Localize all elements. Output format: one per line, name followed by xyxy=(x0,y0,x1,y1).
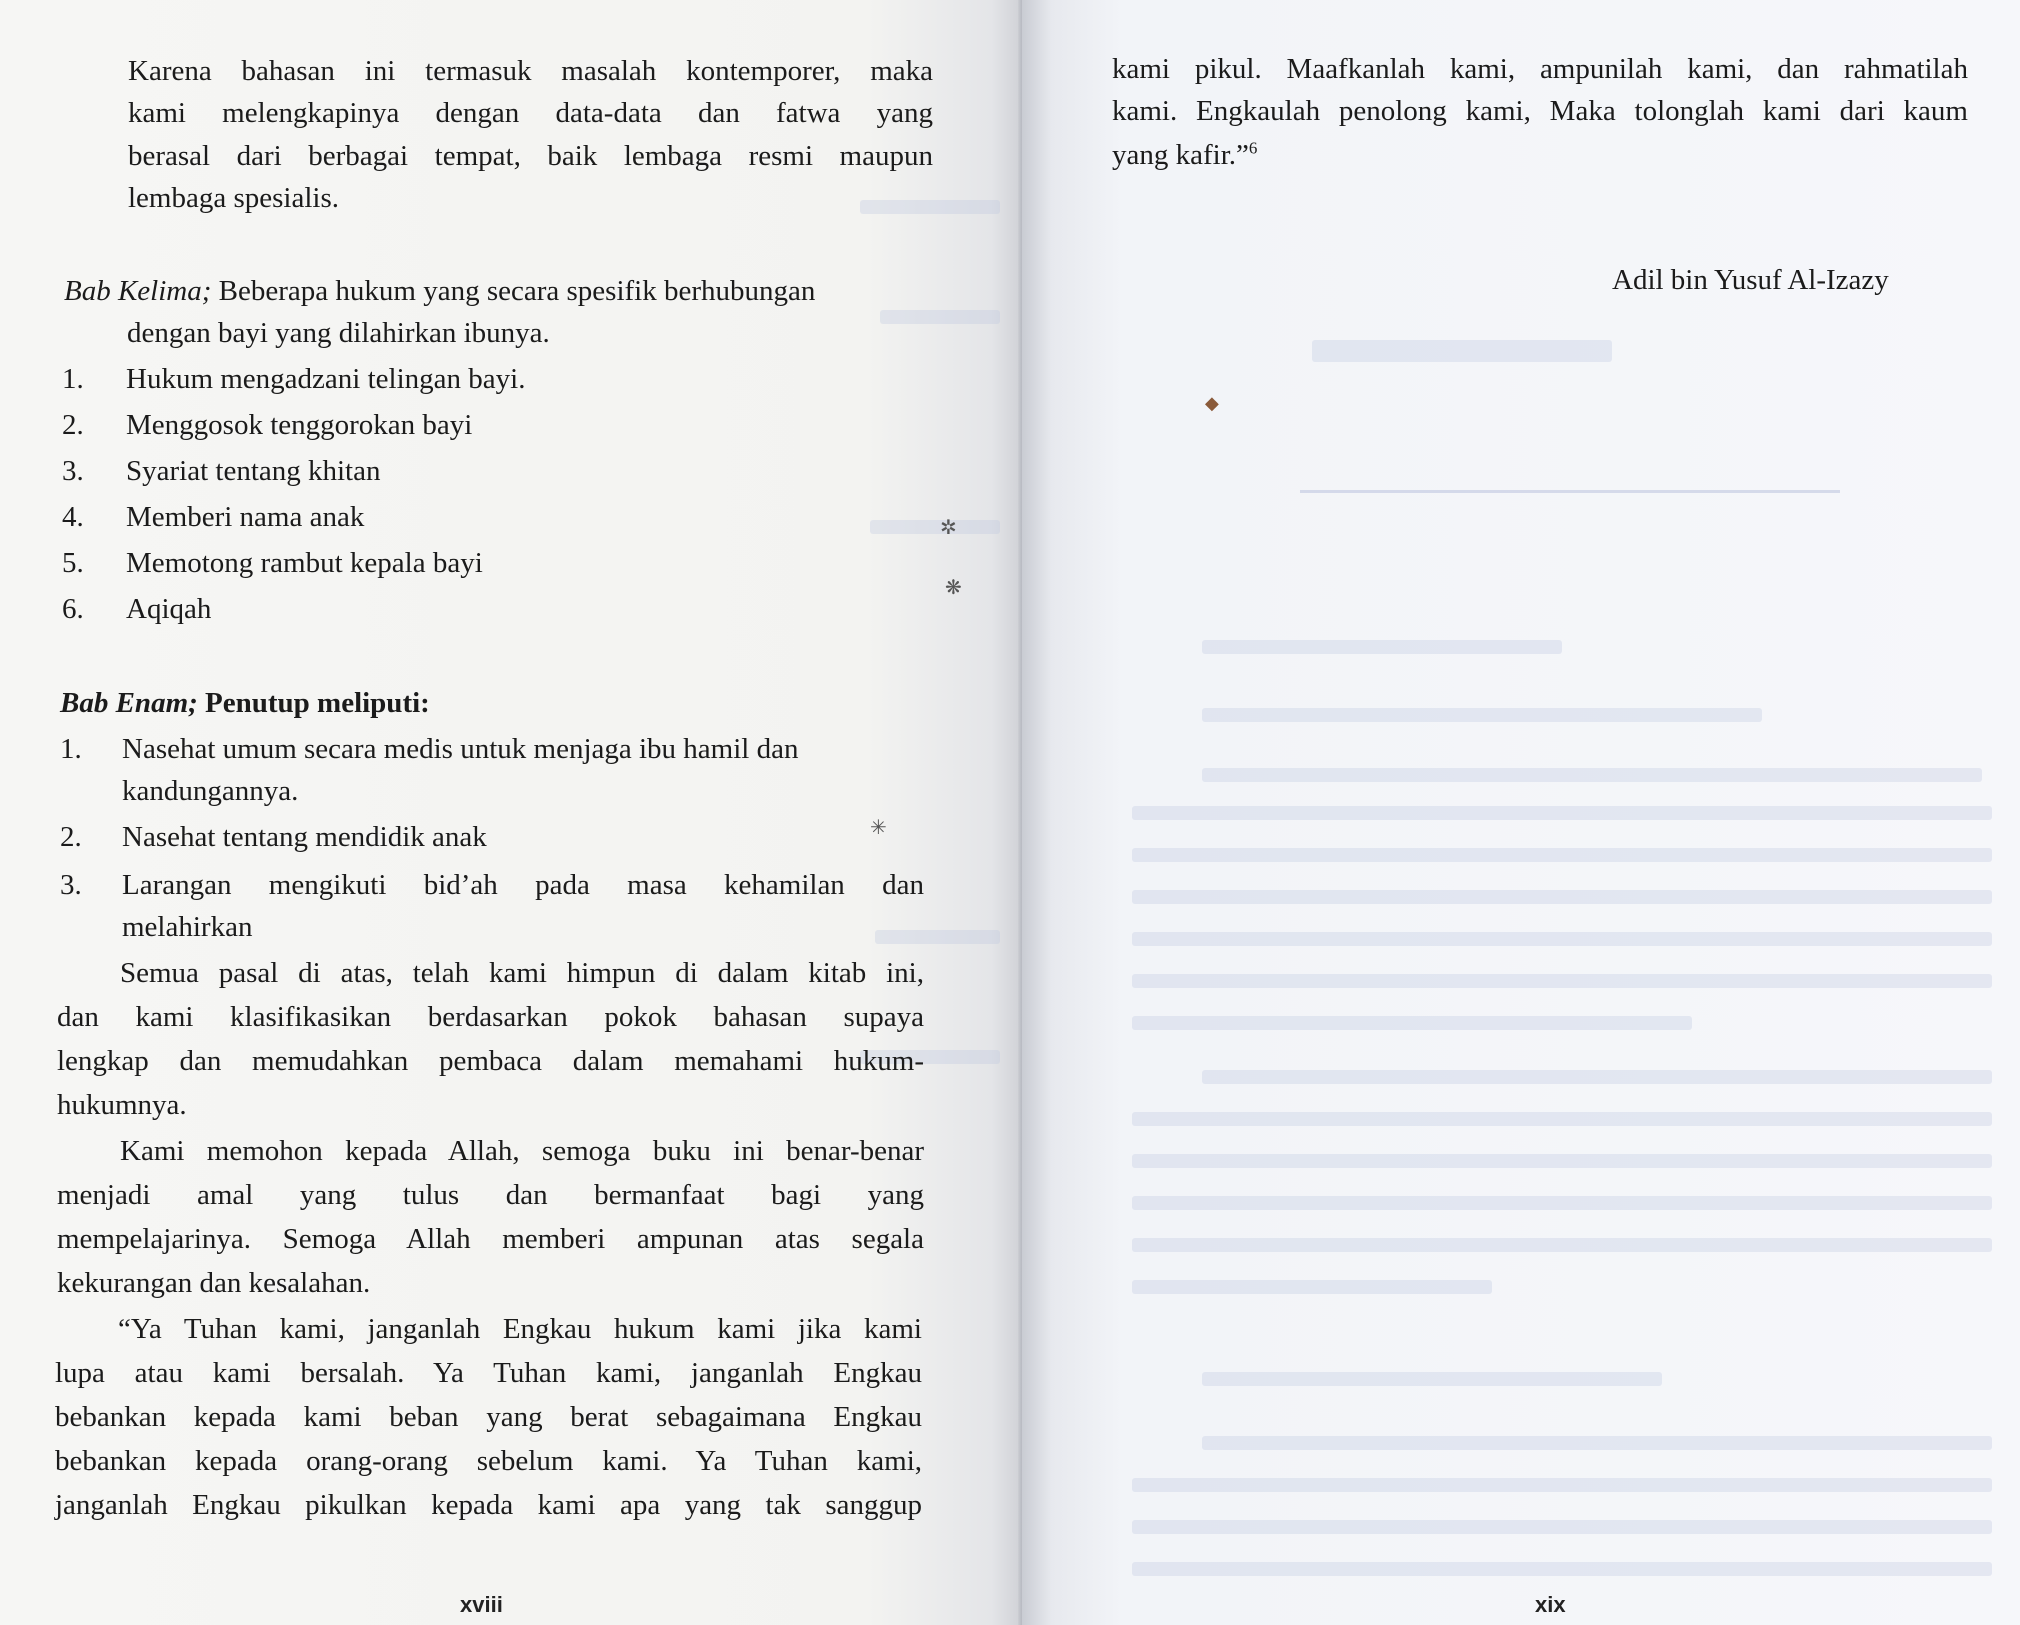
bleed-through xyxy=(1132,1520,1992,1534)
list-number: 1. xyxy=(62,363,84,395)
paragraph-line: hukumnya. xyxy=(57,1089,187,1121)
paragraph-line: dan kami klasifikasikan berdasarkan pokok bahasan supaya xyxy=(57,1001,924,1033)
ink-speck: ◆ xyxy=(1205,393,1219,413)
ink-speck: ❋ xyxy=(945,577,962,599)
bleed-through xyxy=(1300,420,1840,493)
bab-kelima-text: Beberapa hukum yang secara spesifik berhubungan xyxy=(211,275,816,307)
bleed-through xyxy=(1132,1112,1992,1126)
intro-line: berasal dari berbagai tempat, baik lembaga resmi maupun xyxy=(128,140,933,172)
author-signature: Adil bin Yusuf Al-Izazy xyxy=(1612,264,1889,296)
ink-speck: ✳ xyxy=(870,817,887,839)
list-number: 3. xyxy=(62,455,84,487)
list-item: Memotong rambut kepala bayi xyxy=(126,547,483,579)
bleed-through xyxy=(1132,1016,1692,1030)
bab-kelima-label: Bab Kelima; xyxy=(64,275,212,307)
paragraph-line: bebankan kepada orang-orang sebelum kami. Ya Tuhan kami, xyxy=(55,1445,922,1477)
bab-kelima-heading xyxy=(64,270,934,312)
bleed-through xyxy=(1132,1562,1992,1576)
paragraph-line: bebankan kepada kami beban yang berat sebagaimana Engkau xyxy=(55,1401,922,1433)
paragraph-line: menjadi amal yang tulus dan bermanfaat bagi yang xyxy=(57,1179,924,1211)
list-item: Nasehat umum secara medis untuk menjaga ibu hamil dan xyxy=(122,733,799,765)
list-item-cont: kandungannya. xyxy=(122,775,299,807)
intro-line: Karena bahasan ini termasuk masalah kontemporer, maka xyxy=(128,55,933,87)
paragraph-line: kami pikul. Maafkanlah kami, ampunilah kami, dan rahmatilah xyxy=(1112,53,1968,85)
bleed-through xyxy=(1202,708,1762,722)
bleed-through xyxy=(1132,890,1992,904)
paragraph-line: Semua pasal di atas, telah kami himpun di dalam kitab ini, xyxy=(120,957,924,989)
list-item: Nasehat tentang mendidik anak xyxy=(122,821,487,853)
bleed-through xyxy=(1312,340,1612,362)
bab-enam-text: Penutup meliputi: xyxy=(197,687,430,719)
paragraph-line: janganlah Engkau pikulkan kepada kami apa yang tak sanggup xyxy=(55,1489,922,1521)
list-number: 5. xyxy=(62,547,84,579)
bleed-through xyxy=(1132,806,1992,820)
list-item: Memberi nama anak xyxy=(126,501,365,533)
intro-line: kami melengkapinya dengan data-data dan fatwa yang xyxy=(128,97,933,129)
list-item-cont: melahirkan xyxy=(122,911,253,943)
paragraph-line: mempelajarinya. Semoga Allah memberi ampunan atas segala xyxy=(57,1223,924,1255)
paragraph-line: kekurangan dan kesalahan. xyxy=(57,1267,371,1299)
bleed-through xyxy=(870,520,1000,534)
bleed-through xyxy=(1202,1372,1662,1386)
paragraph-line: Kami memohon kepada Allah, semoga buku ini benar-benar xyxy=(120,1135,924,1167)
bleed-through xyxy=(1202,1070,1992,1084)
paragraph-line: kami. Engkaulah penolong kami, Maka tolonglah kami dari kaum xyxy=(1112,95,1968,127)
list-number: 2. xyxy=(62,409,84,441)
list-item: Aqiqah xyxy=(126,593,212,625)
bleed-through xyxy=(860,200,1000,214)
right-page xyxy=(1022,0,2020,1625)
paragraph-line-last xyxy=(1112,134,1257,176)
list-item: Hukum mengadzani telingan bayi. xyxy=(126,363,526,395)
bab-kelima-text-cont: dengan bayi yang dilahirkan ibunya. xyxy=(127,317,550,349)
list-number: 6. xyxy=(62,593,84,625)
bleed-through xyxy=(1202,768,1982,782)
intro-line: lembaga spesialis. xyxy=(128,182,340,214)
list-number: 1. xyxy=(60,733,82,765)
page-number-right: xix xyxy=(1535,1592,1566,1617)
ink-speck: ✲ xyxy=(940,517,957,539)
bleed-through xyxy=(1132,1280,1492,1294)
list-number: 3. xyxy=(60,869,82,901)
list-item: Larangan mengikuti bid’ah pada masa kehamilan dan xyxy=(122,869,924,901)
bleed-through xyxy=(1132,1478,1992,1492)
paragraph-line: lupa atau kami bersalah. Ya Tuhan kami, janganlah Engkau xyxy=(55,1357,922,1389)
bab-enam-heading xyxy=(60,682,430,724)
list-item: Syariat tentang khitan xyxy=(126,455,381,487)
bleed-through xyxy=(1202,640,1562,654)
list-item: Menggosok tenggorokan bayi xyxy=(126,409,473,441)
bleed-through xyxy=(1132,1238,1992,1252)
bleed-through xyxy=(1132,1154,1992,1168)
bleed-through xyxy=(1132,848,1992,862)
bleed-through xyxy=(1132,1196,1992,1210)
bleed-through xyxy=(1202,1436,1992,1450)
page-number-left: xviii xyxy=(460,1592,503,1617)
bleed-through xyxy=(1132,932,1992,946)
bleed-through xyxy=(1132,974,1992,988)
paragraph-line: “Ya Tuhan kami, janganlah Engkau hukum kami jika kami xyxy=(118,1313,922,1345)
list-number: 2. xyxy=(60,821,82,853)
paragraph-line: yang kafir.” xyxy=(1112,139,1249,171)
paragraph-line: lengkap dan memudahkan pembaca dalam memahami hukum- xyxy=(57,1045,924,1077)
bleed-through xyxy=(875,930,1000,944)
list-number: 4. xyxy=(62,501,84,533)
bab-enam-label: Bab Enam; xyxy=(60,687,198,719)
footnote-reference: 6 xyxy=(1248,138,1258,158)
bleed-through xyxy=(880,310,1000,324)
